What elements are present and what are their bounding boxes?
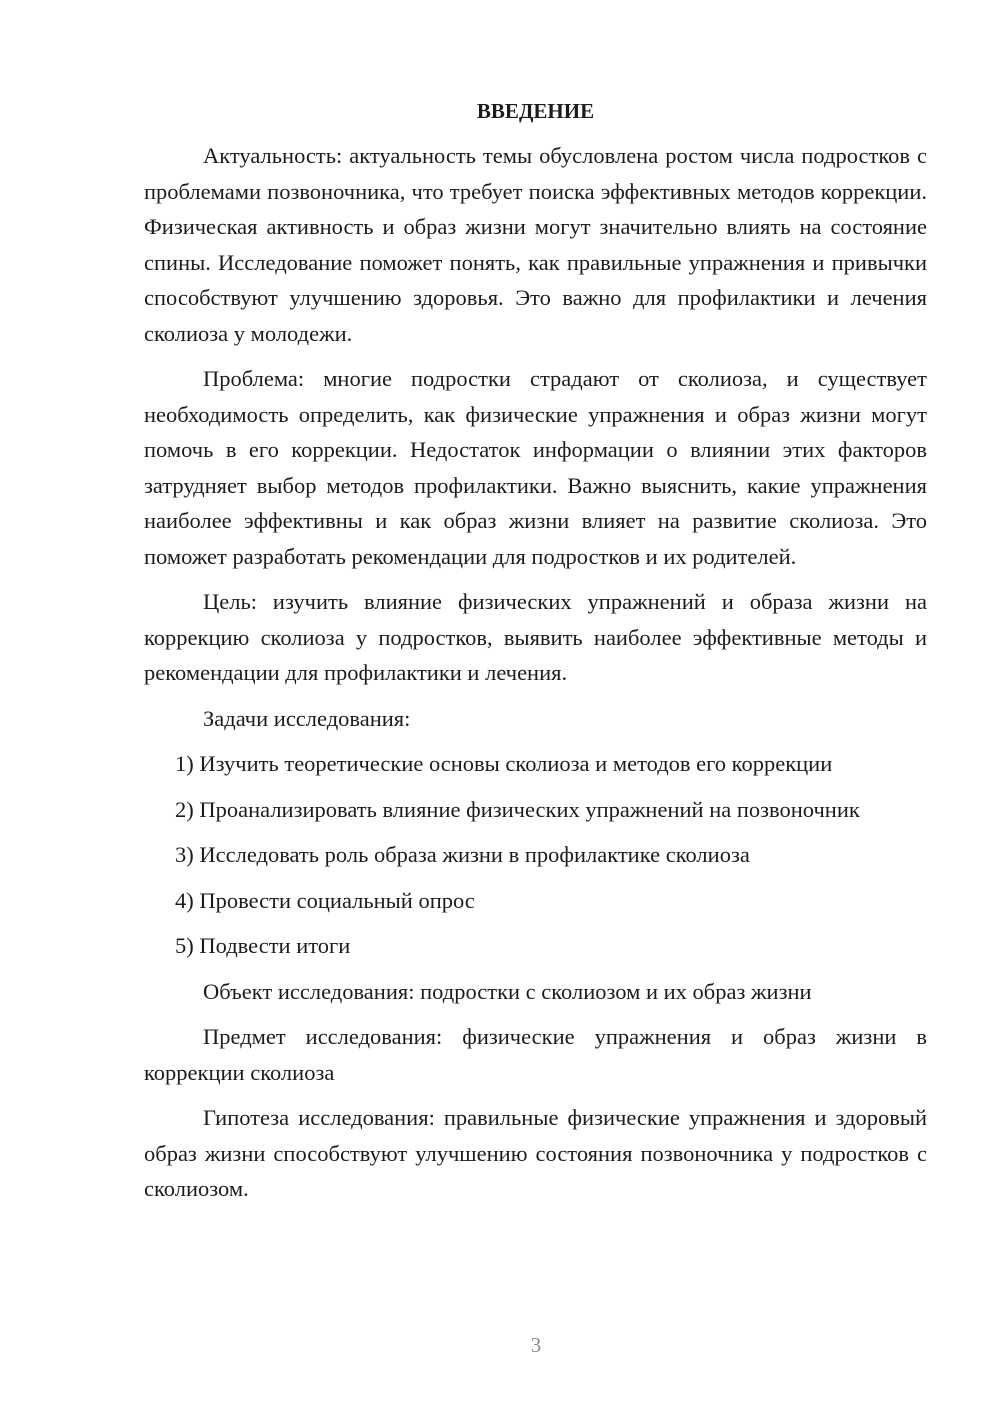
tasks-heading: Задачи исследования:	[203, 705, 411, 731]
task-item-4: 4) Провести социальный опрос	[175, 887, 475, 913]
hypothesis-paragraph: Гипотеза исследования: правильные физические упражнения и здоровый образ жизни способствуют улучшению состояния позвоночника у подростков с сколиозом.	[144, 1105, 927, 1201]
task-item-1: 1) Изучить теоретические основы сколиоза и методов его коррекции	[175, 751, 833, 776]
relevance-paragraph: Актуальность: актуальность темы обусловлена ростом числа подростков с проблемами позвоночника, что требует поиска эффективных методов коррекции. Физическая активность и образ жизни могут значительно влиять на состояние спины. Исследование поможет понять, как правильные упражнения и привычки способствуют улучшению здоровья. Это важно для профилактики и лечения сколиоза у молодежи.	[144, 143, 927, 346]
object-paragraph: Объект исследования: подростки с сколиозом и их образ жизни	[203, 978, 812, 1004]
document-page	[144, 96, 927, 1217]
task-item-5: 5) Подвести итоги	[175, 933, 351, 958]
problem-paragraph: Проблема: многие подростки страдают от сколиоза, и существует необходимость определить, как физические упражнения и образ жизни могут помочь в его коррекции. Недостаток информации о влиянии этих факторов затрудняет выбор методов профилактики. Важно выяснить, какие упражнения наиболее эффективны и как образ жизни влияет на развитие сколиоза. Это поможет разработать рекомендации для подростков и их родителей.	[144, 366, 927, 569]
page-title: ВВЕДЕНИЕ	[476, 99, 595, 123]
page-number: 3	[530, 1333, 542, 1357]
subject-paragraph: Предмет исследования: физические упражнения и образ жизни в коррекции сколиоза	[144, 1024, 927, 1085]
task-item-3: 3) Исследовать роль образа жизни в профилактике сколиоза	[175, 842, 750, 867]
task-item-2: 2) Проанализировать влияние физических упражнений на позвоночник	[175, 796, 860, 822]
goal-paragraph: Цель: изучить влияние физических упражнений и образа жизни на коррекцию сколиоза у подростков, выявить наиболее эффективные методы и рекомендации для профилактики и лечения.	[144, 589, 927, 685]
